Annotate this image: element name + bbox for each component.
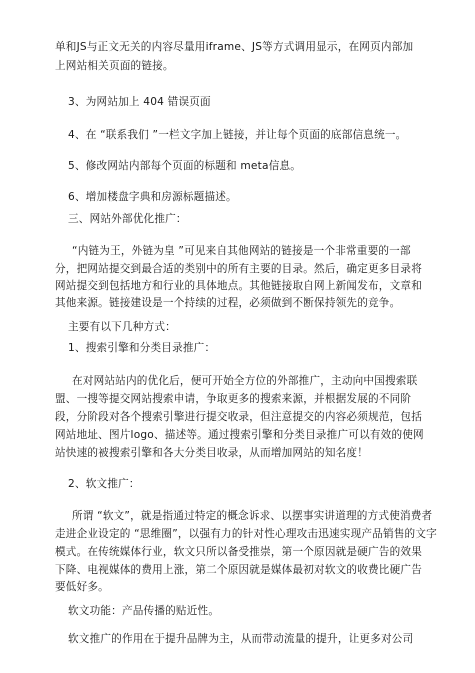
text-line: 2、软文推广：: [68, 478, 140, 490]
text-line: 5、修改网站内部每个页面的标题和 meta信息。: [68, 160, 302, 172]
text-line: 下降、电视媒体的费用上涨，第二个原因就是媒体最初对软文的收费比硬广告: [55, 564, 422, 576]
text-line: 所谓 “软文”，就是指通过特定的概念诉求、以摆事实讲道理的方式使消费者: [72, 510, 433, 522]
text-line: 盟、一搜等提交网站搜索申请，争取更多的搜索来源，并根据发展的不同阶: [55, 393, 412, 405]
text-line: 网站地址、图片logo、描述等。通过搜索引擎和分类目录推广可以有效的使网: [55, 429, 424, 441]
text-line: 6、增加楼盘字典和房源标题描述。: [68, 191, 237, 203]
section-heading: 三、网站外部优化推广：: [68, 213, 187, 225]
text-line: 在对网站站内的优化后，便可开始全方位的外部推广，主动向中国搜索联: [72, 375, 418, 387]
text-line: 要低好多。: [55, 581, 109, 593]
text-line: 站快速的被搜索引擎和各大分类目收录，从而增加网站的知名度！: [55, 447, 369, 459]
text-line: 主要有以下几种方式：: [68, 321, 176, 333]
text-line: 4、在 “联系我们 ”一栏文字加上链接，并让每个页面的底部信息统一。: [68, 129, 407, 141]
text-line: 走进企业设定的 “思维圈”，以强有力的针对性心理攻击迅速实现产品销售的文字: [55, 528, 437, 540]
text-line: 模式。在传统媒体行业，软文只所以备受推崇，第一个原因就是硬广告的效果: [55, 546, 422, 558]
text-line: “内链为王，外链为皇 ”可见来自其他网站的链接是一个非常重要的一部: [72, 245, 411, 257]
text-line: 软文推广的作用在于提升品牌为主，从而带动流量的提升，让更多对公司: [68, 633, 414, 645]
text-line: 软文功能：产品传播的贴近性。: [68, 605, 220, 617]
text-line: 3、为网站加上 404 错误页面: [68, 96, 211, 108]
text-line: 分，把网站提交到最合适的类别中的所有主要的目录。然后，确定更多目录将: [55, 263, 422, 275]
text-line: 段，分阶段对各个搜索引擎进行提交收录，但注意提交的内容必须规范，包括: [55, 411, 422, 423]
text-line: 其他来源。链接建设是一个持续的过程，必须做到不断保持领先的竞争。: [55, 297, 401, 309]
text-line: 上网站相关页面的链接。: [55, 60, 174, 72]
text-line: 网站提交到包括地方和行业的具体地点。其他链接取自网上新闻发布，文章和: [55, 280, 422, 292]
text-line: 单和JS与正文无关的内容尽量用iframe、JS等方式调用显示，在网页内部加: [55, 41, 414, 53]
text-line: 1、搜索引擎和分类目录推广：: [68, 342, 216, 354]
